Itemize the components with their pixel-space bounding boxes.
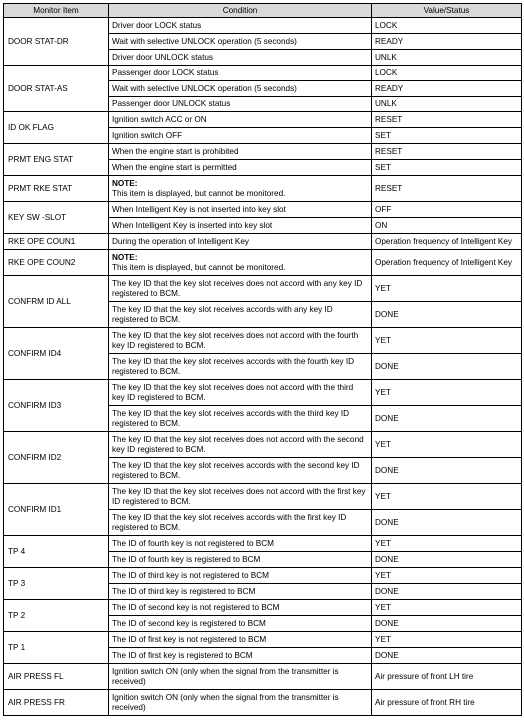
condition-text: Passenger door UNLOCK status xyxy=(112,99,231,109)
table-row xyxy=(4,202,522,218)
condition-cell xyxy=(109,552,372,568)
condition-text: The ID of first key is not registered to BCM xyxy=(112,634,267,644)
condition-cell xyxy=(109,176,372,202)
condition-cell xyxy=(109,664,372,690)
condition-cell xyxy=(109,484,372,510)
value-status-cell: Air pressure of front RH tire xyxy=(372,690,522,716)
condition-cell xyxy=(109,144,372,160)
condition-cell xyxy=(109,234,372,250)
condition-text: When Intelligent Key is inserted into key slot xyxy=(112,220,273,230)
monitor-item-cell: AIR PRESS FL xyxy=(4,664,109,690)
condition-cell xyxy=(109,432,372,458)
condition-cell xyxy=(109,568,372,584)
table-row xyxy=(4,380,522,406)
value-status-cell: Air pressure of front LH tire xyxy=(372,664,522,690)
table-body xyxy=(4,18,522,716)
value-status-cell: DONE xyxy=(372,406,522,432)
condition-cell xyxy=(109,584,372,600)
value-status-cell: DONE xyxy=(372,648,522,664)
condition-text: This item is displayed, but cannot be monitored. xyxy=(112,262,286,272)
monitor-item-cell: AIR PRESS FR xyxy=(4,690,109,716)
condition-cell xyxy=(109,600,372,616)
value-status-cell: OFF xyxy=(372,202,522,218)
value-status-cell: ON xyxy=(372,218,522,234)
condition-cell xyxy=(109,354,372,380)
condition-text: The key ID that the key slot receives does not accord with the third key ID registered to BCM. xyxy=(112,383,354,402)
condition-cell xyxy=(109,81,372,97)
table-row xyxy=(4,632,522,648)
table-row xyxy=(4,600,522,616)
condition-text: The ID of fourth key is registered to BCM xyxy=(112,554,261,564)
condition-text: The ID of second key is not registered to BCM xyxy=(112,602,280,612)
value-status-cell: READY xyxy=(372,34,522,50)
condition-cell xyxy=(109,202,372,218)
monitor-item-cell: CONFIRM ID1 xyxy=(4,484,109,536)
table-row xyxy=(4,66,522,81)
condition-cell xyxy=(109,648,372,664)
value-status-cell: SET xyxy=(372,128,522,144)
value-status-cell: YET xyxy=(372,632,522,648)
value-status-cell: UNLK xyxy=(372,50,522,66)
condition-cell xyxy=(109,458,372,484)
condition-cell xyxy=(109,690,372,716)
condition-text: The key ID that the key slot receives accords with the fourth key ID registered to BCM. xyxy=(112,357,355,376)
table-row xyxy=(4,18,522,34)
monitor-item-cell: TP 2 xyxy=(4,600,109,632)
condition-text: The ID of first key is registered to BCM xyxy=(112,650,253,660)
value-status-cell: SET xyxy=(372,160,522,176)
condition-text: Driver door LOCK status xyxy=(112,20,202,30)
value-status-cell: Operation frequency of Intelligent Key xyxy=(372,234,522,250)
condition-cell xyxy=(109,276,372,302)
condition-cell xyxy=(109,50,372,66)
condition-cell xyxy=(109,632,372,648)
value-status-cell: DONE xyxy=(372,458,522,484)
value-status-cell: YET xyxy=(372,600,522,616)
condition-text: Wait with selective UNLOCK operation (5 seconds) xyxy=(112,83,297,93)
value-status-cell: RESET xyxy=(372,112,522,128)
table-row xyxy=(4,276,522,302)
condition-cell xyxy=(109,66,372,81)
condition-cell xyxy=(109,302,372,328)
value-status-cell: Operation frequency of Intelligent Key xyxy=(372,250,522,276)
condition-cell xyxy=(109,510,372,536)
value-status-cell: RESET xyxy=(372,176,522,202)
condition-cell xyxy=(109,97,372,112)
condition-cell xyxy=(109,218,372,234)
monitor-item-cell: CONFIRM ID4 xyxy=(4,328,109,380)
value-status-cell: UNLK xyxy=(372,97,522,112)
condition-cell xyxy=(109,34,372,50)
condition-cell xyxy=(109,128,372,144)
monitor-item-cell: TP 3 xyxy=(4,568,109,600)
table-row xyxy=(4,112,522,128)
condition-text: When Intelligent Key is not inserted into key slot xyxy=(112,204,286,214)
condition-text: Passenger door LOCK status xyxy=(112,68,219,78)
condition-text: The key ID that the key slot receives does not accord with the first key ID registered to BCM. xyxy=(112,487,366,506)
condition-cell xyxy=(109,380,372,406)
condition-text: When the engine start is prohibited xyxy=(112,146,239,156)
value-status-cell: LOCK xyxy=(372,18,522,34)
table-row xyxy=(4,250,522,276)
condition-text: The key ID that the key slot receives does not accord with the fourth key ID registered to BCM. xyxy=(112,331,359,350)
condition-text: Ignition switch ON (only when the signal from the transmitter is received) xyxy=(112,667,339,686)
monitor-item-cell: CONFRM ID ALL xyxy=(4,276,109,328)
condition-cell xyxy=(109,406,372,432)
condition-cell xyxy=(109,328,372,354)
table-row xyxy=(4,484,522,510)
table-row xyxy=(4,432,522,458)
monitor-item-table xyxy=(3,3,522,716)
condition-text: Wait with selective UNLOCK operation (5 seconds) xyxy=(112,36,297,46)
condition-text: When the engine start is permitted xyxy=(112,162,237,172)
value-status-cell: DONE xyxy=(372,302,522,328)
value-status-cell: RESET xyxy=(372,144,522,160)
condition-cell xyxy=(109,160,372,176)
condition-text: The key ID that the key slot receives accords with the first key ID registered to BCM. xyxy=(112,513,347,532)
condition-text: The key ID that the key slot receives does not accord with any key ID registered to BCM. xyxy=(112,279,363,298)
condition-text: Driver door UNLOCK status xyxy=(112,52,214,62)
note-label: NOTE: xyxy=(112,253,138,263)
monitor-item-cell: TP 1 xyxy=(4,632,109,664)
condition-cell xyxy=(109,18,372,34)
condition-cell xyxy=(109,112,372,128)
table-row xyxy=(4,568,522,584)
monitor-item-cell: CONFIRM ID2 xyxy=(4,432,109,484)
condition-cell xyxy=(109,616,372,632)
monitor-item-cell: RKE OPE COUN2 xyxy=(4,250,109,276)
table-header-row xyxy=(4,4,522,18)
value-status-cell: DONE xyxy=(372,584,522,600)
monitor-item-cell: RKE OPE COUN1 xyxy=(4,234,109,250)
monitor-item-cell: DOOR STAT-DR xyxy=(4,18,109,66)
table-row xyxy=(4,144,522,160)
condition-text: The ID of third key is registered to BCM xyxy=(112,586,256,596)
monitor-item-cell: PRMT ENG STAT xyxy=(4,144,109,176)
condition-text: The key ID that the key slot receives accords with the third key ID registered to BCM. xyxy=(112,409,350,428)
table-row xyxy=(4,176,522,202)
condition-text: This item is displayed, but cannot be monitored. xyxy=(112,188,286,198)
value-status-cell: LOCK xyxy=(372,66,522,81)
condition-text: The ID of second key is registered to BCM xyxy=(112,618,266,628)
monitor-item-cell: PRMT RKE STAT xyxy=(4,176,109,202)
value-status-cell: READY xyxy=(372,81,522,97)
value-status-cell: DONE xyxy=(372,552,522,568)
header-monitor-item: Monitor Item xyxy=(4,4,109,18)
value-status-cell: YET xyxy=(372,328,522,354)
table-row xyxy=(4,664,522,690)
value-status-cell: YET xyxy=(372,484,522,510)
value-status-cell: DONE xyxy=(372,354,522,380)
condition-text: The ID of fourth key is not registered to BCM xyxy=(112,538,274,548)
monitor-item-cell: CONFIRM ID3 xyxy=(4,380,109,432)
condition-text: The key ID that the key slot receives accords with the second key ID registered to BCM. xyxy=(112,461,360,480)
condition-text: Ignition switch ACC or ON xyxy=(112,114,207,124)
value-status-cell: YET xyxy=(372,276,522,302)
table-row xyxy=(4,328,522,354)
value-status-cell: YET xyxy=(372,432,522,458)
condition-text: The key ID that the key slot receives does not accord with the second key ID registered to BCM. xyxy=(112,435,364,454)
condition-text: The key ID that the key slot receives accords with any key ID registered to BCM. xyxy=(112,305,333,324)
monitor-item-cell: KEY SW -SLOT xyxy=(4,202,109,234)
condition-text: During the operation of Intelligent Key xyxy=(112,236,250,246)
monitor-item-cell: TP 4 xyxy=(4,536,109,568)
condition-cell xyxy=(109,536,372,552)
condition-text: The ID of third key is not registered to BCM xyxy=(112,570,269,580)
monitor-item-cell: DOOR STAT-AS xyxy=(4,66,109,112)
table-row xyxy=(4,234,522,250)
condition-text: Ignition switch ON (only when the signal from the transmitter is received) xyxy=(112,693,339,712)
table-row xyxy=(4,536,522,552)
value-status-cell: DONE xyxy=(372,510,522,536)
header-condition: Condition xyxy=(109,4,372,18)
value-status-cell: DONE xyxy=(372,616,522,632)
table-row xyxy=(4,690,522,716)
condition-text: Ignition switch OFF xyxy=(112,130,183,140)
note-label: NOTE: xyxy=(112,179,138,189)
header-value-status: Value/Status xyxy=(372,4,522,18)
value-status-cell: YET xyxy=(372,380,522,406)
condition-cell xyxy=(109,250,372,276)
value-status-cell: YET xyxy=(372,536,522,552)
monitor-item-cell: ID OK FLAG xyxy=(4,112,109,144)
value-status-cell: YET xyxy=(372,568,522,584)
